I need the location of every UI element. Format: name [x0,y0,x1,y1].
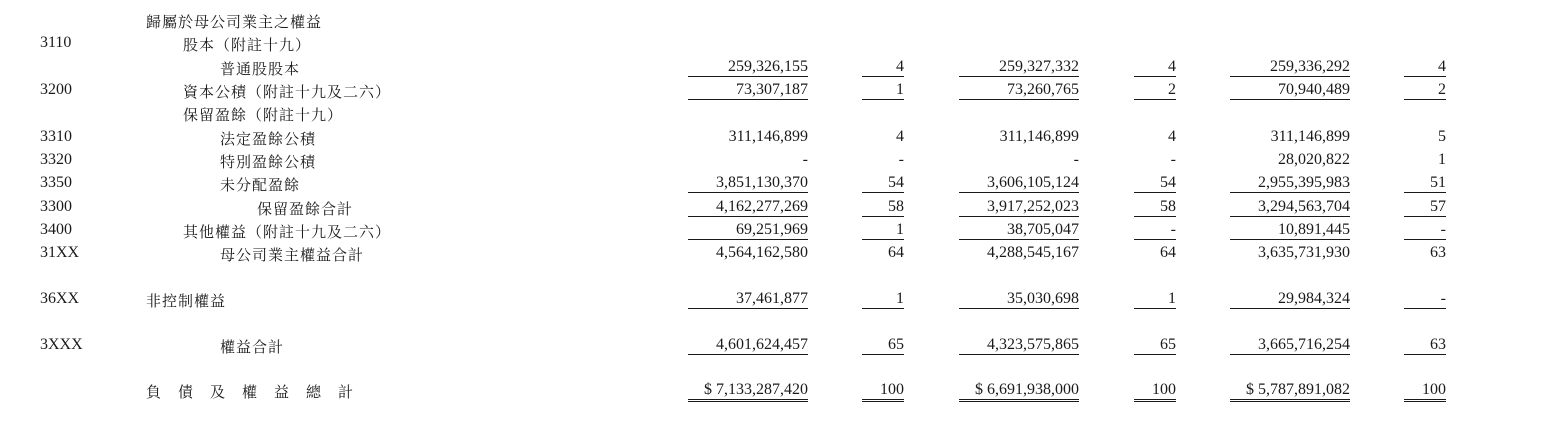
table-row [0,198,1543,220]
account-code: 3350 [40,174,72,191]
amount-cell: 259,327,332 [959,58,1079,77]
table-row [0,221,1543,243]
account-code: 36XX [40,290,80,307]
percent-cell: 65 [1134,336,1176,355]
account-code: 3310 [40,128,72,145]
percent-cell: 65 [862,336,904,355]
percent-cell: 4 [896,128,904,145]
amount-cell: $ 5,787,891,082 [1230,381,1350,402]
amount-cell: 4,162,277,269 [688,198,808,217]
percent-cell: 4 [862,58,904,77]
account-code: 31XX [40,244,80,261]
percent-cell: 4 [1168,128,1176,145]
account-label: 保留盈餘合計 [257,200,354,218]
table-row [0,128,1543,150]
amount-cell: 37,461,877 [688,290,808,309]
account-label: 歸屬於母公司業主之權益 [146,13,323,31]
account-label: 未分配盈餘 [220,176,301,194]
percent-cell: 63 [1430,244,1446,261]
amount-cell: 3,851,130,370 [688,174,808,193]
account-label: 普通股股本 [220,60,301,78]
account-label: 非控制權益 [146,292,227,310]
percent-cell: 1 [862,221,904,240]
amount-cell: 35,030,698 [959,290,1079,309]
amount-cell: 2,955,395,983 [1230,174,1350,193]
account-label: 權益合計 [220,338,285,356]
account-label: 其他權益（附註十九及二六） [183,223,392,241]
percent-cell: - [1404,221,1446,240]
amount-cell: 259,336,292 [1230,58,1350,77]
account-label: 資本公積（附註十九及二六） [183,83,392,101]
percent-cell: - [1404,290,1446,309]
account-label: 母公司業主權益合計 [220,246,365,264]
amount-cell: 311,146,899 [1270,128,1350,145]
percent-cell: 5 [1438,128,1446,145]
account-code: 3110 [40,34,72,51]
percent-cell: 1 [1438,151,1446,168]
amount-cell: 3,294,563,704 [1230,198,1350,217]
account-code: 3400 [40,221,72,238]
account-label: 保留盈餘（附註十九） [183,106,344,124]
table-row [0,58,1543,80]
amount-cell: 70,940,489 [1230,81,1350,100]
amount-cell: 73,260,765 [959,81,1079,100]
account-code: 3200 [40,81,72,98]
amount-cell: 3,606,105,124 [959,174,1079,193]
amount-cell: - [1073,151,1079,168]
amount-cell: 29,984,324 [1230,290,1350,309]
percent-cell: 100 [1134,381,1176,402]
table-row [0,336,1543,358]
percent-cell: - [1170,151,1176,168]
percent-cell: 1 [862,290,904,309]
amount-cell: 4,564,162,580 [716,244,808,261]
percent-cell: 2 [1404,81,1446,100]
amount-cell: 3,635,731,930 [1258,244,1350,261]
table-row [0,34,1543,56]
amount-cell: 3,917,252,023 [959,198,1079,217]
percent-cell: 4 [1134,58,1176,77]
amount-cell: 3,665,716,254 [1230,336,1350,355]
account-label: 股本（附註十九） [183,36,312,54]
percent-cell: 100 [1404,381,1446,402]
amount-cell: 259,326,155 [688,58,808,77]
table-row [0,104,1543,126]
amount-cell: 73,307,187 [688,81,808,100]
percent-cell: 64 [888,244,904,261]
percent-cell: 58 [1134,198,1176,217]
table-row [0,151,1543,173]
table-row [0,290,1543,312]
amount-cell: 28,020,822 [1278,151,1350,168]
percent-cell: 57 [1404,198,1446,217]
amount-cell: $ 7,133,287,420 [688,381,808,402]
table-row [0,174,1543,196]
percent-cell: - [898,151,904,168]
amount-cell: - [802,151,808,168]
account-label: 負債及權益總計 [146,383,371,401]
percent-cell: 64 [1160,244,1176,261]
percent-cell: 2 [1134,81,1176,100]
percent-cell: 54 [862,174,904,193]
percent-cell: 4 [1404,58,1446,77]
amount-cell: 311,146,899 [999,128,1079,145]
account-label: 法定盈餘公積 [220,130,317,148]
amount-cell: 10,891,445 [1230,221,1350,240]
amount-cell: 69,251,969 [688,221,808,240]
account-label: 特別盈餘公積 [220,153,317,171]
percent-cell: 58 [862,198,904,217]
table-row [0,381,1543,403]
percent-cell: 54 [1134,174,1176,193]
account-code: 3320 [40,151,72,168]
percent-cell: 1 [1134,290,1176,309]
amount-cell: 38,705,047 [959,221,1079,240]
account-code: 3XXX [40,336,83,353]
percent-cell: 63 [1404,336,1446,355]
table-row [0,244,1543,266]
percent-cell: 1 [862,81,904,100]
amount-cell: 4,601,624,457 [688,336,808,355]
percent-cell: - [1134,221,1176,240]
account-code: 3300 [40,198,72,215]
amount-cell: 311,146,899 [728,128,808,145]
table-row [0,11,1543,33]
percent-cell: 51 [1404,174,1446,193]
percent-cell: 100 [862,381,904,402]
amount-cell: 4,288,545,167 [987,244,1079,261]
amount-cell: 4,323,575,865 [959,336,1079,355]
table-row [0,81,1543,103]
amount-cell: $ 6,691,938,000 [959,381,1079,402]
